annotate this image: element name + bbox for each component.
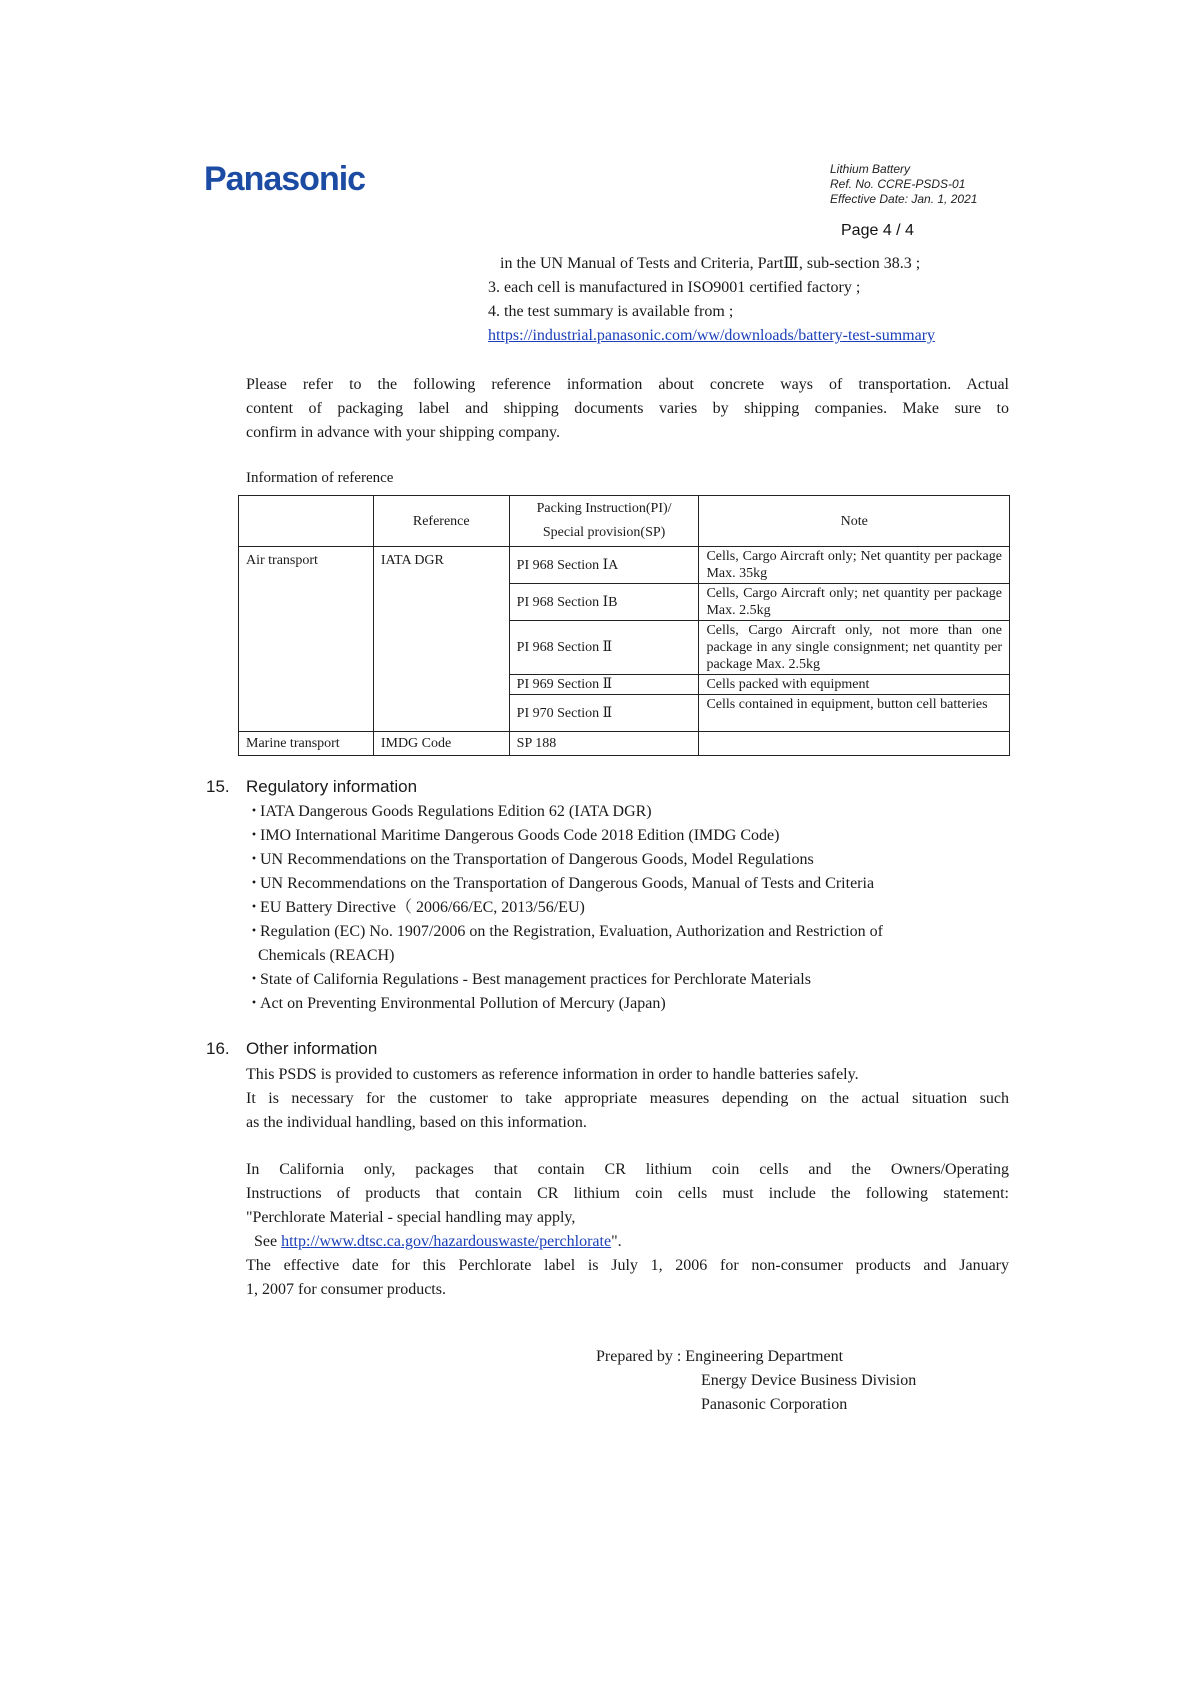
other-info-paragraph-1: This PSDS is provided to customers as reference information in order to handle batteries safely. It is necessary for the customer to take appropriate measures depending on the actual situation such as the individual handling, based on this information.	[246, 1066, 1009, 1131]
pi-cell: PI 968 Section ⅠB	[509, 584, 699, 621]
list-item-continuation: Chemicals (REACH)	[258, 947, 395, 964]
table-header-row	[239, 496, 1010, 547]
page-number: Page 4 / 4	[841, 222, 914, 239]
list-item: ・ IATA Dangerous Goods Regulations Edition 62 (IATA DGR)	[246, 803, 652, 820]
intro-line-1: Please refer to the following reference information about concrete ways of transportation. Actual	[246, 376, 1009, 393]
note-cell: Cells, Cargo Aircraft only; net quantity per package Max. 2.5kg	[699, 584, 1010, 621]
regulatory-list	[246, 800, 1010, 1016]
list-item: ・ UN Recommendations on the Transportation of Dangerous Goods, Model Regulations	[246, 851, 814, 868]
air-transport-cell: Air transport	[239, 547, 374, 732]
list-item: ・ UN Recommendations on the Transportation of Dangerous Goods, Manual of Tests and Criteria	[246, 875, 875, 892]
table-caption: Information of reference	[246, 470, 394, 486]
panasonic-logo: Panasonic	[204, 160, 366, 198]
header-packing-instruction: Packing Instruction(PI)/ Special provision(SP)	[509, 496, 699, 547]
note-cell	[699, 732, 1010, 756]
header-blank-cell	[239, 496, 374, 547]
reference-table	[238, 495, 1010, 756]
continuation-line-3: 4. the test summary is available from ;	[488, 303, 734, 320]
section-15-number: 15.	[206, 777, 230, 796]
continuation-block	[488, 252, 1008, 348]
pi-cell: PI 970 Section Ⅱ	[509, 695, 699, 732]
table-row	[239, 547, 1010, 584]
continuation-line-1: in the UN Manual of Tests and Criteria, PartⅢ, sub-section 38.3 ;	[500, 255, 921, 272]
pi-cell: PI 968 Section Ⅱ	[509, 621, 699, 675]
imdg-code-cell: IMDG Code	[373, 732, 509, 756]
section-16-number: 16.	[206, 1039, 230, 1058]
note-cell: Cells, Cargo Aircraft only; Net quantity per package Max. 35kg	[699, 547, 1010, 584]
list-item: ・ Regulation (EC) No. 1907/2006 on the Registration, Evaluation, Authorization and Restriction of	[246, 923, 884, 940]
table-row	[239, 732, 1010, 756]
note-cell: Cells packed with equipment	[699, 675, 1010, 695]
perchlorate-link[interactable]: http://www.dtsc.ca.gov/hazardouswaste/perchlorate	[281, 1233, 612, 1250]
pi-cell: PI 968 Section ⅠA	[509, 547, 699, 584]
prepared-by-label: Prepared by : Engineering Department	[596, 1348, 844, 1365]
pi-cell: PI 969 Section Ⅱ	[509, 675, 699, 695]
note-cell: Cells contained in equipment, button cell batteries	[699, 695, 1010, 732]
intro-line-3: confirm in advance with your shipping company.	[246, 424, 560, 441]
list-item: ・ EU Battery Directive（ 2006/66/EC, 2013/56/EU)	[246, 899, 585, 916]
battery-test-summary-link[interactable]: https://industrial.panasonic.com/ww/downloads/battery-test-summary	[488, 327, 936, 344]
document-header-info	[830, 162, 977, 207]
continuation-line-2: 3. each cell is manufactured in ISO9001 certified factory ;	[488, 279, 861, 296]
prepared-by-division: Energy Device Business Division	[701, 1372, 917, 1389]
transport-intro-paragraph	[246, 373, 1009, 445]
doc-type: Lithium Battery	[830, 162, 911, 176]
section-16-title: Other information	[246, 1039, 378, 1058]
header-reference: Reference	[373, 496, 509, 547]
prepared-by	[596, 1345, 916, 1417]
effective-date: Effective Date: Jan. 1, 2021	[830, 192, 978, 206]
prepared-by-company: Panasonic Corporation	[701, 1396, 848, 1413]
note-cell: Cells, Cargo Aircraft only, not more than one package in any single consignment; net quantity per package Max. 2.5kg	[699, 621, 1010, 675]
ref-number: Ref. No. CCRE-PSDS-01	[830, 177, 966, 191]
section-15-title: Regulatory information	[246, 777, 418, 796]
list-item: ・ State of California Regulations - Best management practices for Perchlorate Materials	[246, 971, 811, 988]
intro-line-2: content of packaging label and shipping documents varies by shipping companies. Make sure to	[246, 400, 1009, 417]
list-item: ・ Act on Preventing Environmental Pollution of Mercury (Japan)	[246, 995, 666, 1012]
header-note: Note	[699, 496, 1010, 547]
marine-transport-cell: Marine transport	[239, 732, 374, 756]
list-item: ・ IMO International Maritime Dangerous Goods Code 2018 Edition (IMDG Code)	[246, 827, 780, 844]
iata-dgr-cell: IATA DGR	[373, 547, 509, 732]
pi-cell: SP 188	[509, 732, 699, 756]
perchlorate-paragraph: In California only, packages that contain CR lithium coin cells and the Owners/Operating Instructions of products that contain CR lithium coin cells must include the following statement: "Perchlorate Material - special handling may apply, See http://www.dtsc.ca.gov/hazardouswaste/perchlorate". The effective date for this Perchlorate label is July 1, 2006 for non-consumer products and January 1, 2007 for consumer products.	[246, 1161, 1009, 1298]
